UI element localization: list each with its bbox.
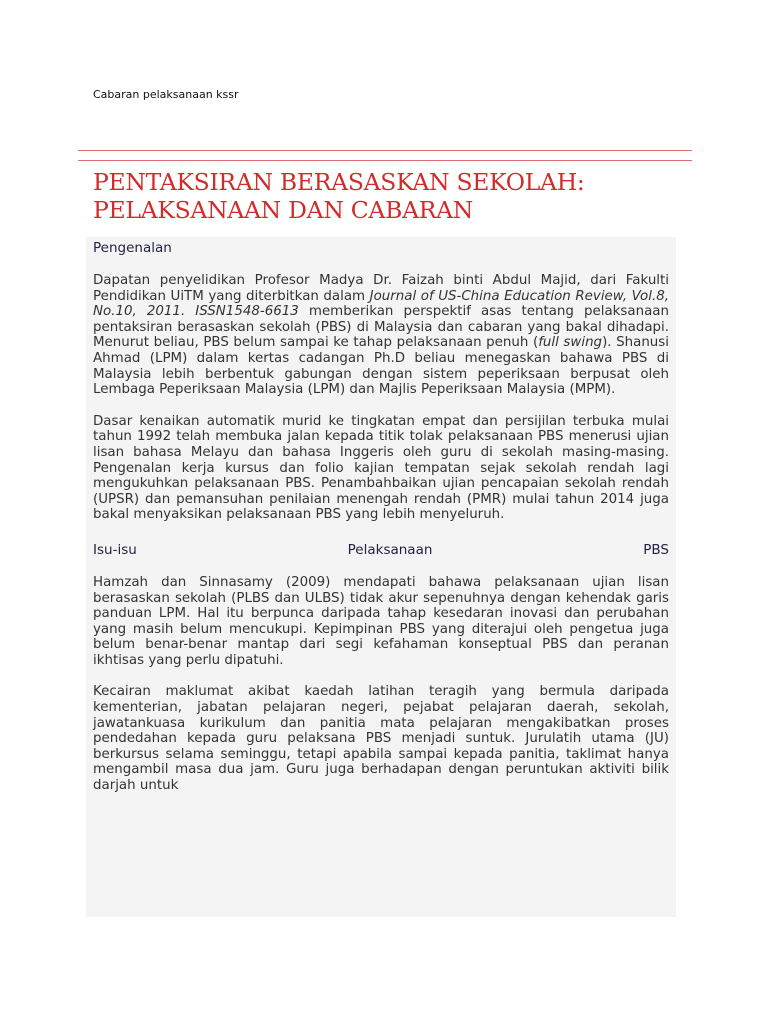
heading-word: PBS xyxy=(643,541,669,558)
page-title-line1: PENTAKSIRAN BERASASKAN SEKOLAH: xyxy=(93,168,585,196)
heading-word: Isu-isu xyxy=(93,541,137,558)
paragraph-isu-2: Kecairan maklumat akibat kaedah latihan teragih yang bermula daripada kementerian, jabatan pelajaran negeri, pejabat pelajaran daerah, sekolah, jawatankuasa kurikulum dan panitia mata pelajaran mengakibatkan proses pendedahan kepada guru pelaksana PBS menjadi suntuk. Jurulatih utama (JU) berkursus selama seminggu, tetapi apabila sampai kepada panitia, taklimat hanya mengambil masa dua jam. Guru juga berhadapan dengan peruntukan aktiviti bilik darjah untuk xyxy=(93,684,669,794)
header-rule-bottom xyxy=(78,160,692,161)
journal-citation: Journal of US-China Education Review, Vol.8, No.10, 2011. ISSN1548-6613 xyxy=(93,288,669,320)
paragraph-text: Dapatan penyelidikan Profesor Madya Dr. Faizah binti Abdul Majid, dari Fakulti Pendidikan UiTM yang diterbitkan dalam xyxy=(93,273,669,304)
paragraph-isu-1: Hamzah dan Sinnasamy (2009) mendapati bahawa pelaksanaan ujian lisan berasaskan sekolah (PLBS dan ULBS) tidak akur sepenuhnya dengan kehendak garis panduan LPM. Hal itu berpunca daripada tahap kesedaran inovasi dan perubahan yang masih belum mencukupi. Kepimpinan PBS yang diterajui oleh pengetua juga belum benar-benar mantap dari segi kefahaman konseptual PBS dan peranan ikhtisas yang perlu dipatuhi. xyxy=(93,574,669,668)
paragraph-pengenalan-1 xyxy=(93,273,669,398)
paragraph-text: memberikan perspektif asas tentang pelaksanaan pentaksiran berasaskan sekolah (PBS) di Malaysia dan cabaran yang bakal dihadapi. Menurut beliau, PBS belum sampai ke tahap pelaksanaan penuh ( xyxy=(93,304,670,351)
article-body xyxy=(86,237,676,917)
paragraph-text: ). Shanusi Ahmad (LPM) dalam kertas cadangan Ph.D beliau menegaskan bahawa PBS di Malaysia lebih berbentuk gabungan dengan sistem peperiksaan berpusat oleh Lembaga Peperiksaan Malaysia (LPM) dan Majlis Peperiksaan Malaysia (MPM). xyxy=(93,335,669,398)
page-title-line2: PELAKSANAAN DAN CABARAN xyxy=(93,196,474,224)
heading-word: Pelaksanaan xyxy=(347,541,433,558)
emphasis-term: full swing xyxy=(538,335,603,351)
section-heading-pengenalan: Pengenalan xyxy=(93,240,172,256)
header-rule-top xyxy=(78,150,692,151)
page-title xyxy=(93,168,693,224)
document-header: Cabaran pelaksanaan kssr xyxy=(93,88,239,101)
paragraph-pengenalan-2: Dasar kenaikan automatik murid ke tingkatan empat dan persijilan terbuka mulai tahun 1992 telah membuka jalan kepada titik tolak pelaksanaan PBS menerusi ujian lisan bahasa Melayu dan bahasa Inggeris oleh guru di sekolah masing-masing. Pengenalan kerja kursus dan folio kajian tempatan sejak sekolah rendah lagi mengukuhkan pelaksanaan PBS. Penambahbaikan ujian pencapaian sekolah rendah (UPSR) dan pemansuhan penilaian menengah rendah (PMR) mulai tahun 2014 juga bakal menyaksikan pelaksanaan PBS yang lebih menyeluruh. xyxy=(93,413,669,523)
section-heading-isu xyxy=(93,539,669,559)
